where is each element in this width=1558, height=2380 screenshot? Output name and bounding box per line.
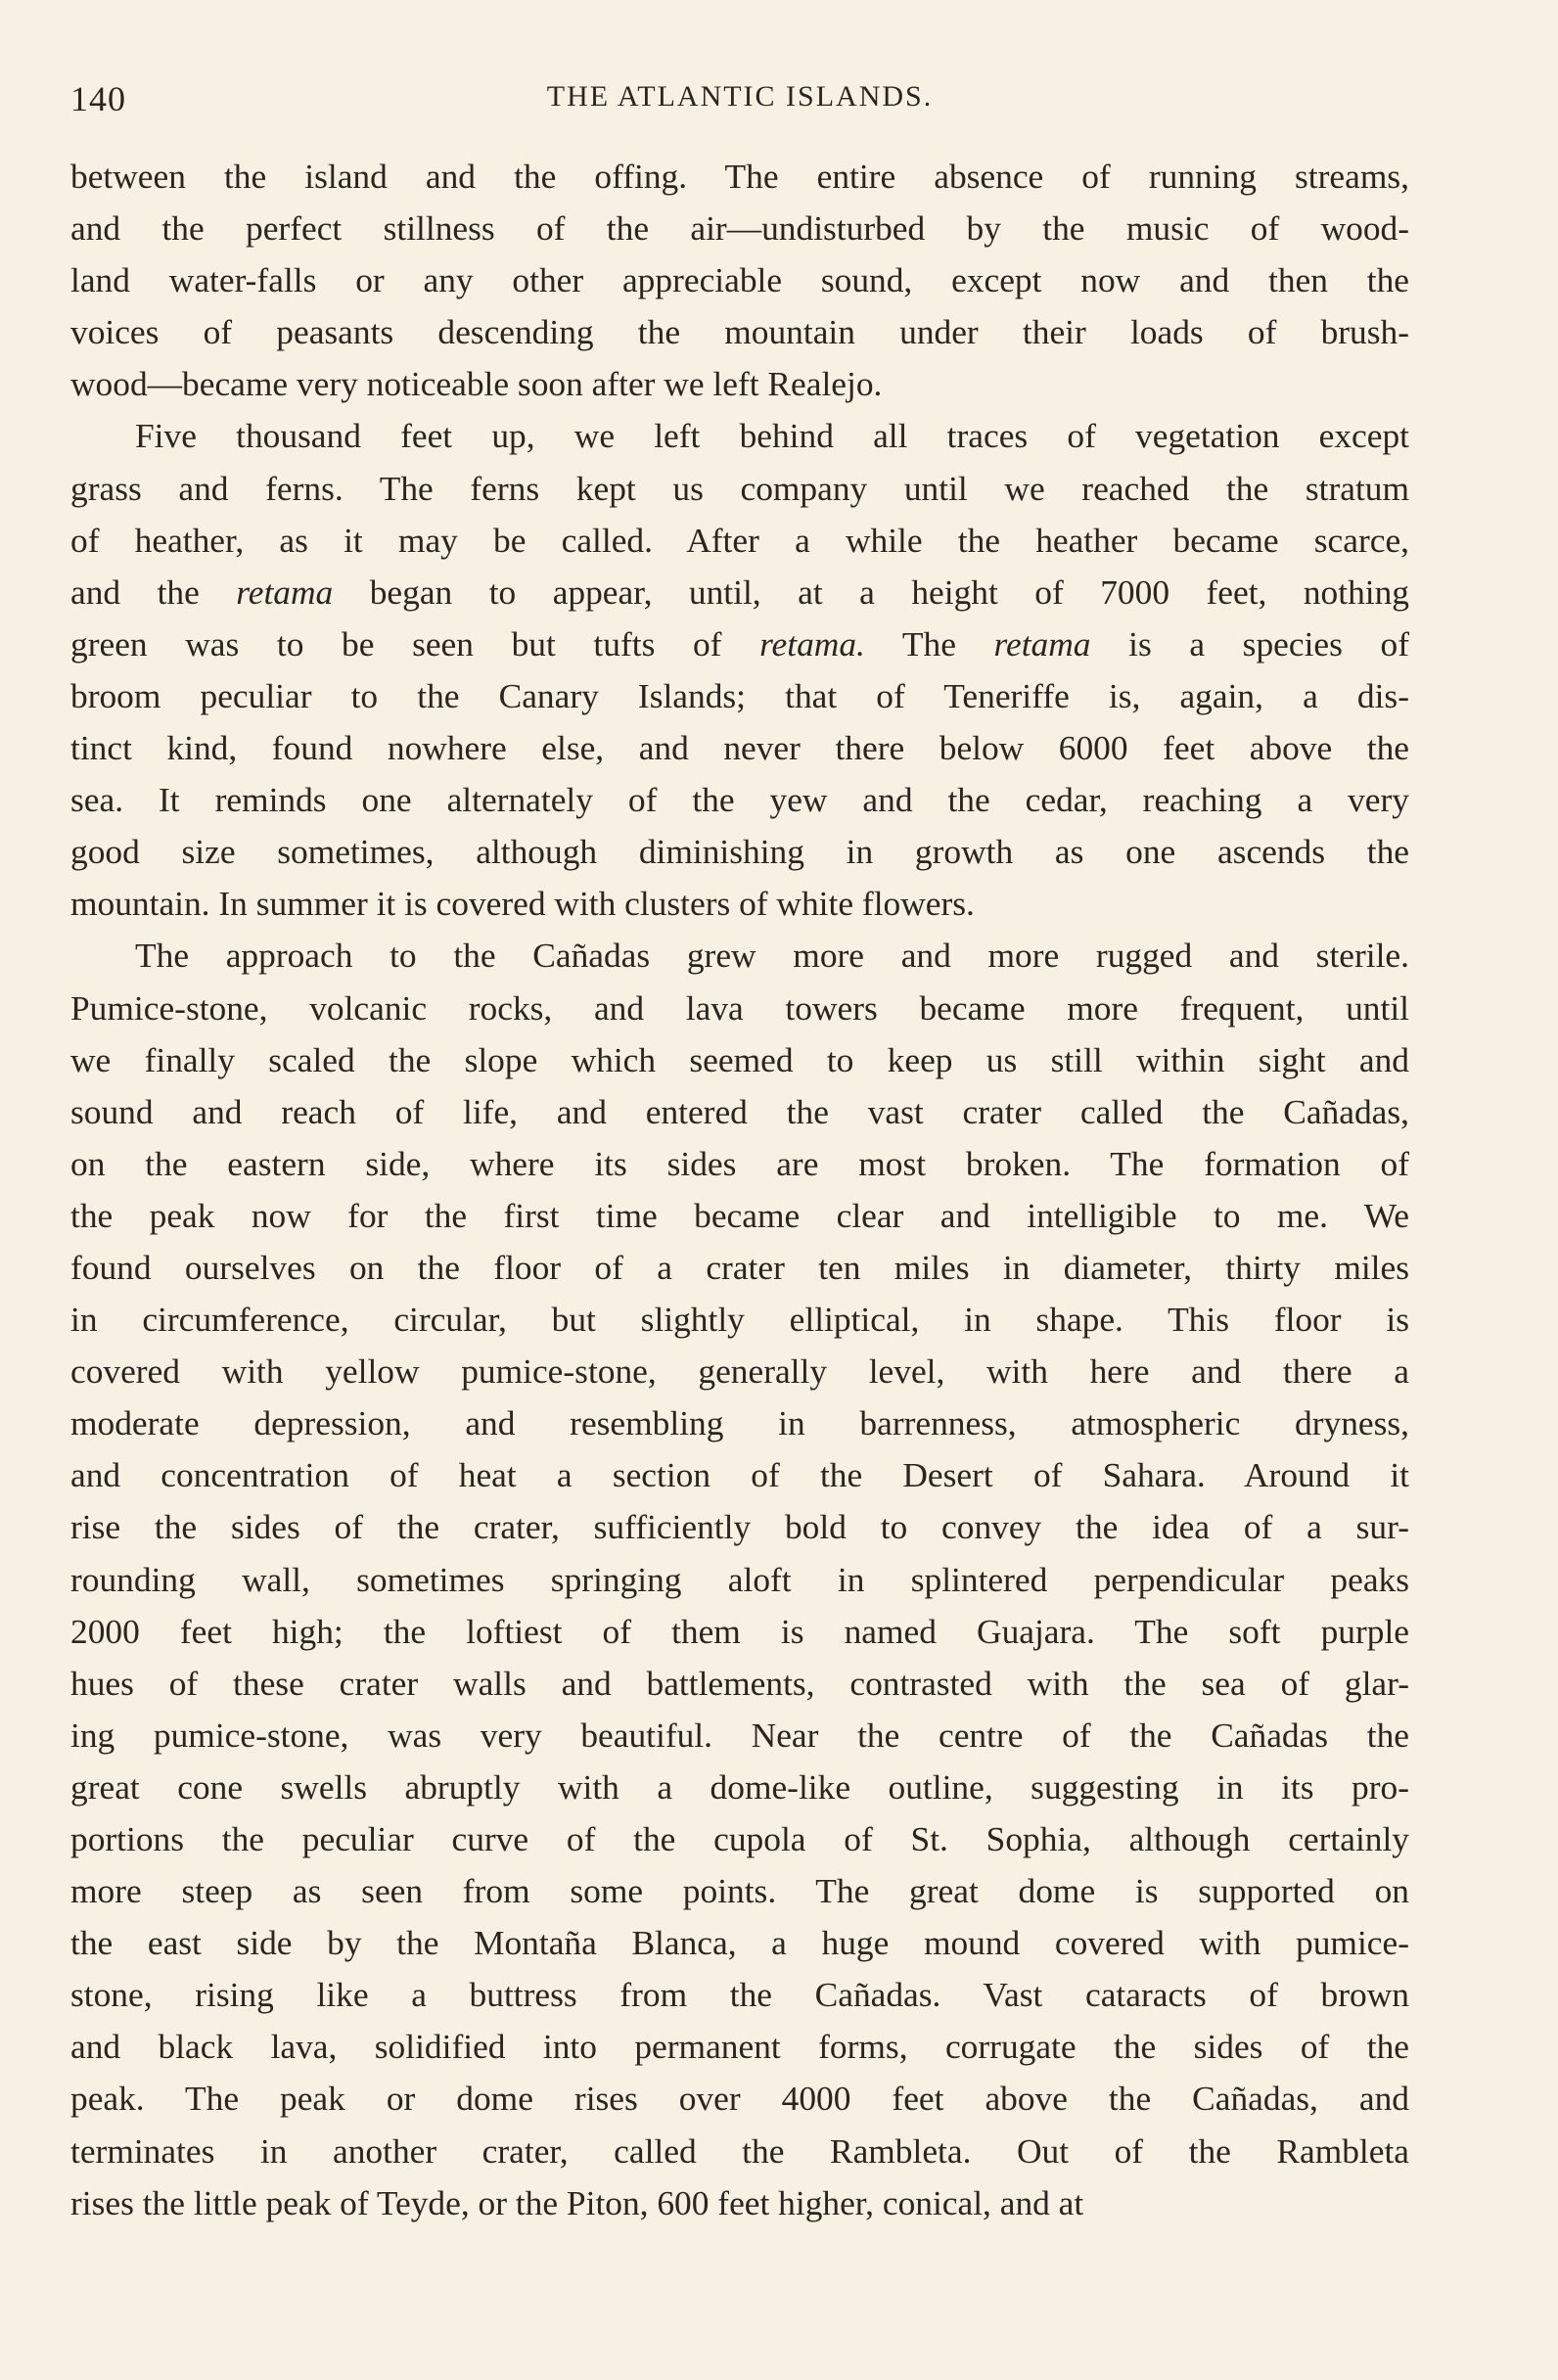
text-line: Pumice-stone, volcanic rocks, and lava towers became more frequent, until <box>70 987 1409 1028</box>
text-line: rises the little peak of Teyde, or the Piton, 600 feet higher, conical, and at <box>70 2182 1084 2222</box>
text-line: we finally scaled the slope which seemed to keep us still within sight and <box>70 1039 1409 1079</box>
text-line: 2000 feet high; the loftiest of them is named Guajara. The soft purple <box>70 1611 1409 1651</box>
text-line <box>70 567 1409 618</box>
text-line: sound and reach of life, and entered the vast crater called the Cañadas, <box>70 1091 1409 1131</box>
text-line: tinct kind, found nowhere else, and never there below 6000 feet above the <box>70 728 1409 768</box>
text-line: the east side by the Montaña Blanca, a huge mound covered with pumice- <box>70 1923 1409 1963</box>
text-segment: The <box>864 623 994 664</box>
text-line: ing pumice-stone, was very beautiful. Near the centre of the Cañadas the <box>70 1715 1409 1755</box>
text-line: and concentration of heat a section of the Desert of Sahara. Around it <box>70 1455 1409 1495</box>
text-line: and the perfect stillness of the air—undisturbed by the music of wood- <box>70 208 1409 249</box>
italic-term: retama <box>236 572 334 612</box>
text-line: grass and ferns. The ferns kept us company until we reached the stratum <box>70 468 1409 508</box>
italic-term: retama. <box>759 623 865 664</box>
text-line: rounding wall, sometimes springing aloft in splintered perpendicular peaks <box>70 1559 1409 1599</box>
text-line: wood—became very noticeable soon after we left Realejo. <box>70 364 883 404</box>
text-line: on the eastern side, where its sides are most broken. The formation of <box>70 1143 1409 1183</box>
body-text <box>70 151 1409 2229</box>
text-line: between the island and the offing. The entire absence of running streams, <box>70 157 1409 196</box>
paragraph <box>70 930 1409 2228</box>
paragraph <box>70 410 1409 930</box>
text-line <box>70 618 1409 670</box>
text-line: voices of peasants descending the mountain under their loads of brush- <box>70 312 1409 352</box>
text-line: mountain. In summer it is covered with clusters of white flowers. <box>70 884 975 924</box>
text-segment: green was to be seen but tufts of <box>70 623 760 664</box>
text-line: found ourselves on the floor of a crater ten miles in diameter, thirty miles <box>70 1247 1409 1287</box>
text-line: Five thousand feet up, we left behind all traces of vegetation except <box>135 416 1409 456</box>
text-line: broom peculiar to the Canary Islands; that of Teneriffe is, again, a dis- <box>70 675 1409 715</box>
running-title: THE ATLANTIC ISLANDS. <box>546 80 934 113</box>
text-line: The approach to the Cañadas grew more and more rugged and sterile. <box>135 936 1409 976</box>
paragraph <box>70 151 1409 410</box>
text-line: great cone swells abruptly with a dome-like outline, suggesting in its pro- <box>70 1766 1409 1807</box>
text-line: terminates in another crater, called the Rambleta. Out of the Rambleta <box>70 2130 1409 2171</box>
text-segment: began to appear, until, at a height of 7000 feet, nothing <box>333 572 1409 612</box>
text-line: more steep as seen from some points. The great dome is supported on <box>70 1871 1409 1911</box>
text-line: covered with yellow pumice-stone, generally level, with here and there a <box>70 1351 1409 1392</box>
text-line: moderate depression, and resembling in barrenness, atmospheric dryness, <box>70 1403 1409 1443</box>
text-line: of heather, as it may be called. After a while the heather became scarce, <box>70 520 1409 560</box>
text-line: in circumference, circular, but slightly elliptical, in shape. This floor is <box>70 1300 1409 1340</box>
page-number: 140 <box>70 79 126 118</box>
text-line: hues of these crater walls and battlements, contrasted with the sea of glar- <box>70 1663 1409 1703</box>
text-line: stone, rising like a buttress from the Cañadas. Vast cataracts of brown <box>70 1975 1409 2015</box>
italic-term: retama <box>993 623 1091 664</box>
text-line: portions the peculiar curve of the cupola of St. Sophia, although certainly <box>70 1819 1409 1858</box>
text-line: good size sometimes, although diminishing in growth as one ascends the <box>70 832 1409 872</box>
text-line: rise the sides of the crater, sufficiently bold to convey the idea of a sur- <box>70 1507 1409 1547</box>
text-line: land water-falls or any other appreciable sound, except now and then the <box>70 260 1409 300</box>
text-line: sea. It reminds one alternately of the yew and the cedar, reaching a very <box>70 780 1409 820</box>
text-line: and black lava, solidified into permanent forms, corrugate the sides of the <box>70 2027 1409 2067</box>
text-line: the peak now for the first time became clear and intelligible to me. We <box>70 1195 1409 1235</box>
text-segment: and the <box>70 572 237 612</box>
text-line: peak. The peak or dome rises over 4000 feet above the Cañadas, and <box>70 2079 1409 2119</box>
running-head <box>70 78 1409 131</box>
text-segment: is a species of <box>1090 623 1409 664</box>
